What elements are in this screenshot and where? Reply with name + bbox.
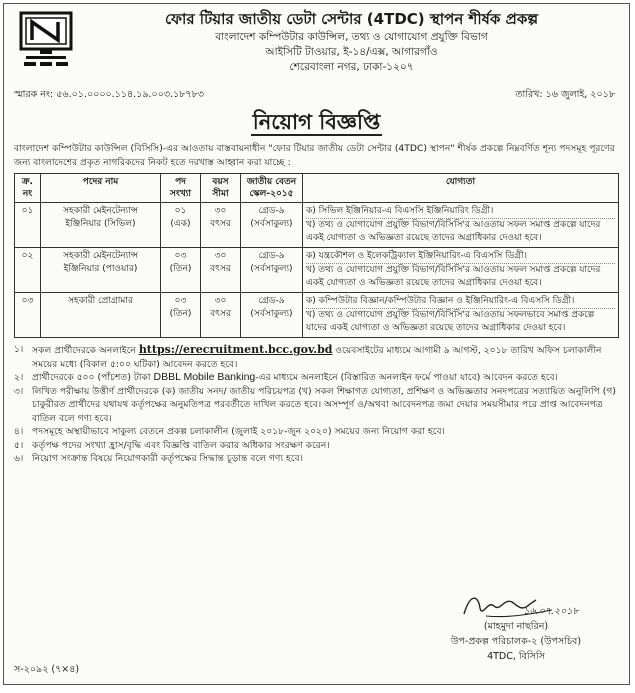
list-item: ১। সকল প্রার্থীদেরকে অনলাইনে https://erecruitment.bcc.gov.bd ওয়েবসাইটের মাধ্যমে আগামী ৯ আগস্ট, ২০১৮ তারিখ অফিস চলাকালীন সময়ের মধ্যে (বিকাল ৫:০০ ঘটিকা) আবেদন করতে হবে। (14, 343, 602, 370)
qualification-cell (303, 293, 619, 338)
qualification-line: খ) তথ্য ও যোগাযোগ প্রযুক্তি বিভাগ/বিসিসি'র আওতায় সফল সমাপ্ত প্রকল্পে যাদের একই যোগ্যতা ও অভিজ্ঞতা রয়েছে তাদের অগ্রাধিকার দেওয়া হবে। (306, 220, 601, 243)
memo-number: স্মারক নং: ৫৬.০১.০০০০.১১৪.১৯.০০৩.১৮৭৮৩ (14, 89, 204, 100)
bcc-logo-icon (18, 10, 74, 68)
item-number: ২। (14, 372, 24, 383)
column-header: ক্র. নং (15, 174, 41, 203)
vacancy-table (14, 173, 619, 338)
serial-cell: ০২ (15, 248, 41, 293)
project-title: ফোর টিয়ার জাতীয় ডেটা সেন্টার (4TDC) স্থাপন শীর্ষক প্রকল্প (164, 10, 539, 28)
qualification-line: খ) তথ্য ও যোগাযোগ প্রযুক্তি বিভাগ/বিসিসি'র আওতায় সফল সমাপ্ত প্রকল্পে যাদের একই যোগ্যতা ও অভিজ্ঞতা রয়েছে তাদের অগ্রাধিকার দেওয়া হবে। (306, 265, 601, 288)
issue-date: তারিখ: ১৬ জুলাই, ২০১৮ (515, 89, 615, 100)
qualification-line: ক) কম্পিউটার বিজ্ঞান/কম্পিউটার বিজ্ঞান ও ইঞ্জিনিয়ারিং-এ বিএসসি ডিগ্রী। (306, 295, 615, 309)
list-item (14, 452, 619, 466)
address-line-1: আইসিটি টাওয়ার, ই-১৪/এক্স, আগারগাঁও (265, 46, 438, 58)
table-row (15, 203, 619, 248)
column-header: জাতীয় বেতন স্কেল-২০১৫ (241, 174, 303, 203)
serial-cell: ০১ (15, 203, 41, 248)
post-count-cell: ০৩ (তিন) (161, 293, 201, 338)
intro-paragraph: বাংলাদেশ কম্পিউটার কাউন্সিল (বিসিসি)-এর আওতায় বাস্তবায়নাধীন "ফোর টিয়ার জাতীয় ডেটা সেন্টার (4TDC) স্থাপন" শীর্ষক প্রকল্পে নিম্নবর্ণিত শূন্য পদসমূহ পূরণের জন্য বাংলাদেশের প্রকৃত নাগরিকদের নিকট হতে দরখাস্ত আহ্বান করা যাচ্ছে : (14, 143, 615, 168)
payment-method: DBBL Mobile Banking (153, 371, 256, 383)
item-number: ৩। (14, 385, 24, 397)
item-number: ১। (14, 344, 24, 355)
serial-cell: ০৩ (15, 293, 41, 338)
qualification-cell (303, 203, 619, 248)
item-number: ৬। (14, 453, 24, 464)
post-name-cell: সহকারী মেইনটেন্যান্স ইঞ্জিনিয়ার (পাওয়ার) (41, 248, 161, 293)
age-limit-cell: ৩০ বৎসর (201, 203, 241, 248)
instructions-list (14, 343, 619, 466)
list-item: ২। প্রার্থীদেরকে ৫০০ (পাঁচশত) টাকা DBBL Mobile Banking-এর মাধ্যমে অনলাইনে (বিস্তারিত অনলাইন ফর্মে পাওয়া যাবে) আবেদন করতে হবে। (14, 371, 558, 383)
list-item (14, 439, 619, 453)
table-row (15, 248, 619, 293)
org-line: বাংলাদেশ কম্পিউটার কাউন্সিল, তথ্য ও যোগাযোগ প্রযুক্তি বিভাগ (215, 31, 488, 43)
footer-reference: স-২০৯২ (৭×৪) (14, 664, 80, 675)
list-item (14, 425, 619, 439)
item-text: নিয়োগ সংক্রান্ত বিষয়ে নিয়োগকারী কর্তৃপক্ষের সিদ্ধান্ত চূড়ান্ত বলে গণ্য হবে। (32, 453, 303, 464)
notice-title: নিয়োগ বিজ্ঞপ্তি (252, 110, 381, 134)
pay-grade-cell: গ্রেড-৯ (সর্বসাকুল্য) (241, 293, 303, 338)
pay-grade-cell: গ্রেড-৯ (সর্বসাকুল্য) (241, 203, 303, 248)
address-line-2: শেরেবাংলা নগর, ঢাকা-১২০৭ (289, 61, 414, 73)
signatory-org: 4TDC, বিসিসি (487, 651, 545, 662)
item-text: পদসমূহে অস্থায়ীভাবে সাকুল্য বেতনে প্রকল্প চলাকালীন (জুলাই ২০১৮-জুন ২০২০) সময়ের জন্য নিয়োগ করা হবে। (32, 426, 445, 437)
qualification-cell (303, 248, 619, 293)
erecruitment-link[interactable]: https://erecruitment.bcc.gov.bd (138, 343, 333, 356)
table-header-row (15, 174, 619, 203)
post-name-cell: সহকারী মেইনটেন্যান্স ইঞ্জিনিয়ার (সিভিল) (41, 203, 161, 248)
post-name-cell: সহকারী প্রোগ্রামার (41, 293, 161, 338)
qualification-line: ক) সিভিল ইঞ্জিনিয়ার-এ বিএসসি ইঞ্জিনিয়ারিং ডিগ্রী। (306, 205, 615, 219)
reference-line (14, 88, 615, 103)
signature-date: ১৬.০৭.২০১৮ (523, 606, 579, 617)
signatory-designation: উপ-প্রকল্প পরিচালক-২ (উপসচিব) (450, 636, 582, 647)
qualification-line: খ) তথ্য ও যোগাযোগ প্রযুক্তি বিভাগ/বিসিসি'র আওতায় সফলভাবে সমাপ্ত প্রকল্পে যাদের একই যোগ্যতা ও অভিজ্ঞতা রয়েছে তাদের অগ্রাধিকার দেওয়া হবে। (306, 310, 595, 333)
age-limit-cell: ৩০ বৎসর (201, 293, 241, 338)
post-count-cell: ০৩ (তিন) (161, 248, 201, 293)
letterhead (4, 4, 629, 100)
pay-grade-cell: গ্রেড-৯ (সর্বসাকুল্য) (241, 248, 303, 293)
item-text: কর্তৃপক্ষ পদের সংখ্যা হ্রাস/বৃদ্ধি এবং বিজ্ঞপ্তি বাতিল করার অধিকার সংরক্ষণ করেন। (32, 439, 330, 451)
item-text: লিখিত পরীক্ষায় উত্তীর্ণ প্রার্থীদেরকে (ক) জাতীয় সনদ/ জাতীয় পরিচয়পত্র (খ) সকল শিক্ষাগত যোগ্যতা, প্রশিক্ষণ ও অভিজ্ঞতার সনদপত্রের সত্যায়িত অনুলিপি (গ) চাকুরীরত প্রার্থীদের যথাযথ কর্তৃপক্ষের অনুমতিপত্র পরবর্তীতে দাখিল করতে হবে। অসম্পূর্ণ ও/অথবা আবেদনপত্র জমা দেয়ার সময়সীমার পরে প্রাপ্ত আবেদনপত্র বাতিল বলে গণ্য হবে। (32, 385, 616, 424)
column-header: বয়স সীমা (201, 174, 241, 203)
item-number: ৪। (14, 426, 24, 437)
list-item (14, 385, 619, 426)
notice-page (3, 3, 630, 685)
signatory-name: (মাহমুদা নাছরিন) (483, 621, 549, 632)
post-count-cell: ০১ (এক) (161, 203, 201, 248)
item-number: ৫। (14, 439, 24, 451)
age-limit-cell: ৩০ বৎসর (201, 248, 241, 293)
column-header: যোগ্যতা (303, 174, 619, 203)
column-header: পদের নাম (41, 174, 161, 203)
column-header: পদ সংখ্যা (161, 174, 201, 203)
table-row (15, 293, 619, 338)
qualification-line: ক) যন্ত্রকৌশল ও ইলেকট্রিক্যাল ইঞ্জিনিয়ারিং-এ বিএসসি ডিগ্রী। (306, 250, 615, 264)
signature-block (431, 588, 601, 664)
